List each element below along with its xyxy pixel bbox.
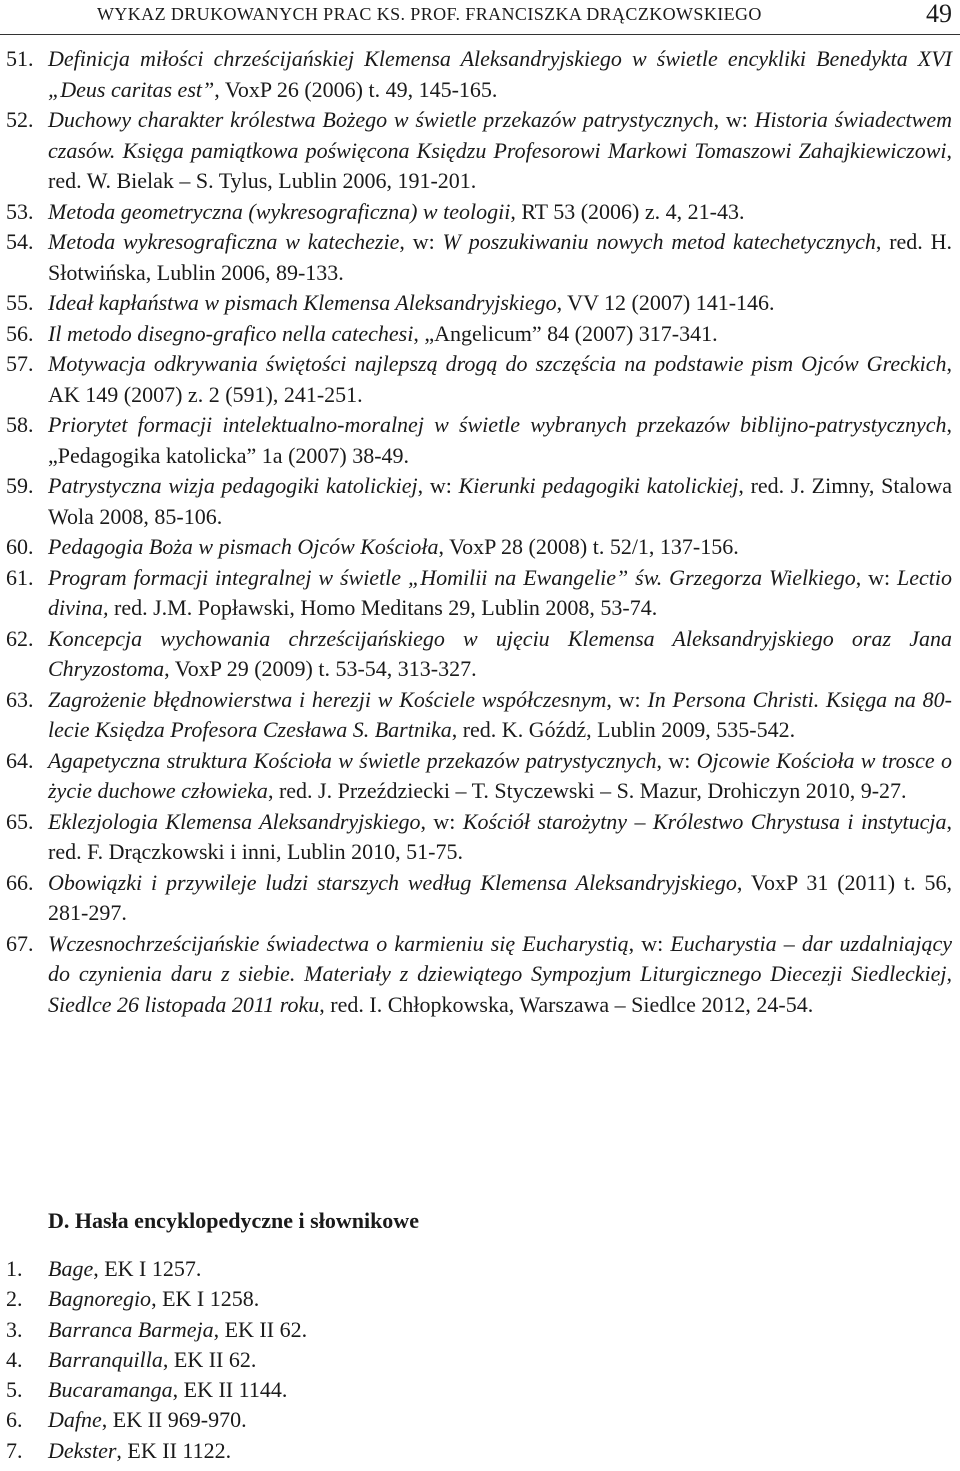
bibliography-list: [0, 44, 952, 1020]
bibliography-entry: [0, 868, 952, 929]
entry-title: Dafne: [48, 1407, 102, 1433]
bibliography-entry: [0, 624, 952, 685]
running-header-title: WYKAZ DRUKOWANYCH PRAC KS. PROF. FRANCISZKA DRĄCZKOWSKIEGO: [97, 4, 762, 24]
entry-citation: , VoxP 28 (2008) t. 52/1, 137-156.: [438, 534, 739, 559]
entry-connector: , w:: [656, 747, 697, 773]
entry-connector: , w:: [855, 564, 897, 590]
entry-title: Barranquilla: [48, 1346, 163, 1372]
bibliography-entry: [0, 410, 952, 471]
entry-source-title: Kościół starożytny – Królestwo Chrystusa i instytucja: [462, 808, 947, 834]
encyclopedia-entry: [0, 1375, 952, 1405]
bibliography-entry: [0, 807, 952, 868]
entry-number: 63.: [6, 686, 34, 712]
entry-title: Dekster: [48, 1437, 117, 1463]
entry-title: Il metodo disegno-grafico nella catechesi: [48, 320, 414, 346]
entry-number: 67.: [6, 930, 34, 956]
bibliography-entry: [0, 44, 952, 105]
entry-number: 58.: [6, 412, 34, 437]
entry-citation: , EK I 1257.: [93, 1256, 202, 1281]
entry-number: 66.: [6, 869, 34, 895]
entry-number: 61.: [6, 564, 34, 590]
encyclopedia-entry: [0, 1345, 952, 1375]
entry-title: Metoda wykresograficzna w katechezie: [48, 229, 400, 254]
entry-number: 6.: [6, 1407, 23, 1433]
bibliography-entry: [0, 471, 952, 532]
entry-connector: , w:: [606, 686, 648, 712]
entry-title: Ideał kapłaństwa w pismach Klemensa Aleksandryjskiego: [48, 290, 557, 315]
entry-source-title: Eucharystia – dar uzdalniający do czynienia daru z siebie. Materiały z dziewiątego Sympozjum Liturgicznego Diecezji Siedleckiej, Siedlce 26 listopada 2011 roku: [48, 930, 952, 1017]
encyclopedia-entry: [0, 1315, 952, 1345]
bibliography-entry: [0, 349, 952, 410]
entry-title: Bage: [48, 1256, 94, 1281]
entry-number: 5.: [6, 1377, 23, 1403]
entry-number: 57.: [6, 351, 34, 376]
bibliography-entry: [0, 746, 952, 807]
entry-title: Wczesnochrześcijańskie świadectwa o karmieniu się Eucharystią: [48, 930, 629, 956]
encyclopedia-entry: [0, 1284, 952, 1314]
entry-citation: , red. J. Zimny, Stalowa Wola 2008, 85-106.: [48, 473, 952, 529]
bibliography-entry: [0, 319, 952, 350]
entry-title: Agapetyczna struktura Kościoła w świetle przekazów patrystycznych: [48, 747, 657, 773]
page-number: 49: [926, 0, 952, 28]
entry-connector: , w:: [399, 229, 443, 254]
entry-source-title: W poszukiwaniu nowych metod katechetycznych: [442, 229, 876, 254]
entry-citation: , VoxP 31 (2011) t. 56, 281-297.: [48, 869, 953, 925]
running-header: [0, 0, 960, 35]
entry-citation: , red. H. Słotwińska, Lublin 2006, 89-133.: [48, 229, 953, 285]
encyclopedia-entry: [0, 1405, 952, 1435]
entry-citation: , „Pedagogika katolicka” 1a (2007) 38-49.: [48, 412, 952, 468]
entry-number: 3.: [6, 1316, 23, 1342]
bibliography-entry: [0, 197, 952, 228]
entry-number: 60.: [6, 534, 34, 559]
entry-number: 2.: [6, 1286, 23, 1312]
entry-number: 1.: [6, 1256, 23, 1281]
entry-title: Motywacja odkrywania świętości najlepszą drogą do szczęścia na podstawie pism Ojców Greckich: [48, 351, 947, 376]
encyclopedia-entry: [0, 1436, 952, 1466]
entry-number: 59.: [6, 473, 34, 498]
bibliography-entry: [0, 105, 952, 197]
entry-citation: , red. K. Góźdź, Lublin 2009, 535-542.: [451, 717, 796, 742]
entry-number: 51.: [6, 46, 34, 71]
entry-title: Koncepcja wychowania chrześcijańskiego w ujęciu Klemensa Aleksandryjskiego oraz Jana Chryzostoma: [48, 625, 952, 681]
bibliography-entry: [0, 929, 952, 1021]
bibliography-entry: [0, 685, 952, 746]
entry-citation: , red. J. Przeździecki – T. Styczewski – S. Mazur, Drohiczyn 2010, 9-27.: [267, 778, 907, 803]
entry-number: 7.: [6, 1437, 23, 1463]
entry-citation: , red. W. Bielak – S. Tylus, Lublin 2006, 191-201.: [48, 137, 952, 193]
entry-connector: , w:: [420, 808, 463, 834]
bibliography-entry: [0, 532, 952, 563]
entry-number: 64.: [6, 747, 34, 773]
encyclopedia-entries-list: [0, 1254, 952, 1466]
entry-citation: , EK II 1122.: [116, 1437, 232, 1463]
entry-title: Bagnoregio: [48, 1286, 152, 1312]
entry-title: Program formacji integralnej w świetle „Homilii na Ewangelie” św. Grzegorza Wielkiego: [48, 564, 856, 590]
entry-source-title: Kierunki pedagogiki katolickiej: [458, 473, 739, 498]
bibliography-entry: [0, 563, 952, 624]
entry-source-title: In Persona Christi. Księga na 80-lecie Księdza Profesora Czesława S. Bartnika: [48, 686, 953, 742]
entry-title: Eklezjologia Klemensa Aleksandryjskiego: [48, 808, 421, 834]
entry-title: Metoda geometryczna (wykresograficzna) w teologii: [48, 198, 511, 224]
entry-number: 53.: [6, 198, 34, 224]
entry-citation: , EK II 1144.: [172, 1377, 288, 1403]
entry-number: 55.: [6, 290, 34, 315]
entry-number: 65.: [6, 808, 34, 834]
entry-title: Patrystyczna wizja pedagogiki katolickiej: [48, 473, 418, 498]
entry-source-title: Ojcowie Kościoła w trosce o życie duchowe człowieka: [48, 747, 952, 803]
entry-citation: , AK 149 (2007) z. 2 (591), 241-251.: [48, 351, 952, 407]
entry-title: Barranca Barmeja: [48, 1316, 214, 1342]
entry-source-title: Historia świadectwem czasów. Księga pamiątkowa poświęcona Księdzu Profesorowi Markowi Tomaszowi Zahajkiewiczowi: [48, 107, 952, 163]
entry-number: 52.: [6, 107, 34, 132]
entry-connector: , w:: [417, 473, 459, 498]
entry-title: Zagrożenie błędnowierstwa i herezji w Kościele współczesnym: [48, 686, 607, 712]
bibliography-entry: [0, 288, 952, 319]
entry-citation: , red. F. Drączkowski i inni, Lublin 2010, 51-75.: [48, 808, 953, 864]
bibliography-entry: [0, 227, 952, 288]
entry-number: 56.: [6, 320, 34, 346]
entry-title: Pedagogia Boża w pismach Ojców Kościoła: [48, 534, 439, 559]
entry-citation: , EK II 969-970.: [101, 1407, 247, 1433]
entry-title: Duchowy charakter królestwa Bożego w świetle przekazów patrystycznych: [48, 107, 714, 132]
entry-citation: , red. I. Chłopkowska, Warszawa – Siedlce 2012, 24-54.: [319, 991, 814, 1017]
section-heading: D. Hasła encyklopedyczne i słownikowe: [48, 1208, 419, 1233]
entry-title: Priorytet formacji intelektualno-moralnej w świetle wybranych przekazów biblijno-patrystycznych: [48, 412, 947, 437]
entry-connector: , w:: [713, 107, 755, 132]
entry-number: 4.: [6, 1346, 23, 1372]
entry-citation: , EK I 1258.: [151, 1286, 260, 1312]
entry-connector: , w:: [628, 930, 671, 956]
entry-title: Definicja miłości chrześcijańskiej Klemensa Aleksandryjskiego w świetle encykliki Benedykta XVI „Deus caritas est”: [48, 46, 952, 102]
entry-number: 54.: [6, 229, 34, 254]
entry-citation: , RT 53 (2006) z. 4, 21-43.: [510, 198, 745, 224]
entry-number: 62.: [6, 625, 34, 651]
entry-citation: , EK II 62.: [213, 1316, 308, 1342]
entry-title: Bucaramanga: [48, 1377, 173, 1403]
encyclopedia-entry: [0, 1254, 952, 1284]
entry-citation: , VoxP 29 (2009) t. 53-54, 313-327.: [164, 656, 477, 681]
entry-citation: red. J.M. Popławski, Homo Meditans 29, Lublin 2008, 53-74.: [108, 595, 658, 620]
entry-source-title: Lectio divina,: [48, 564, 952, 620]
entry-citation: , VV 12 (2007) 141-146.: [556, 290, 775, 315]
entry-citation: , VoxP 26 (2006) t. 49, 145-165.: [214, 76, 498, 102]
entry-citation: , „Angelicum” 84 (2007) 317-341.: [413, 320, 718, 346]
entry-title: Obowiązki i przywileje ludzi starszych według Klemensa Aleksandryjskiego: [48, 869, 737, 895]
entry-citation: , EK II 62.: [162, 1346, 257, 1372]
